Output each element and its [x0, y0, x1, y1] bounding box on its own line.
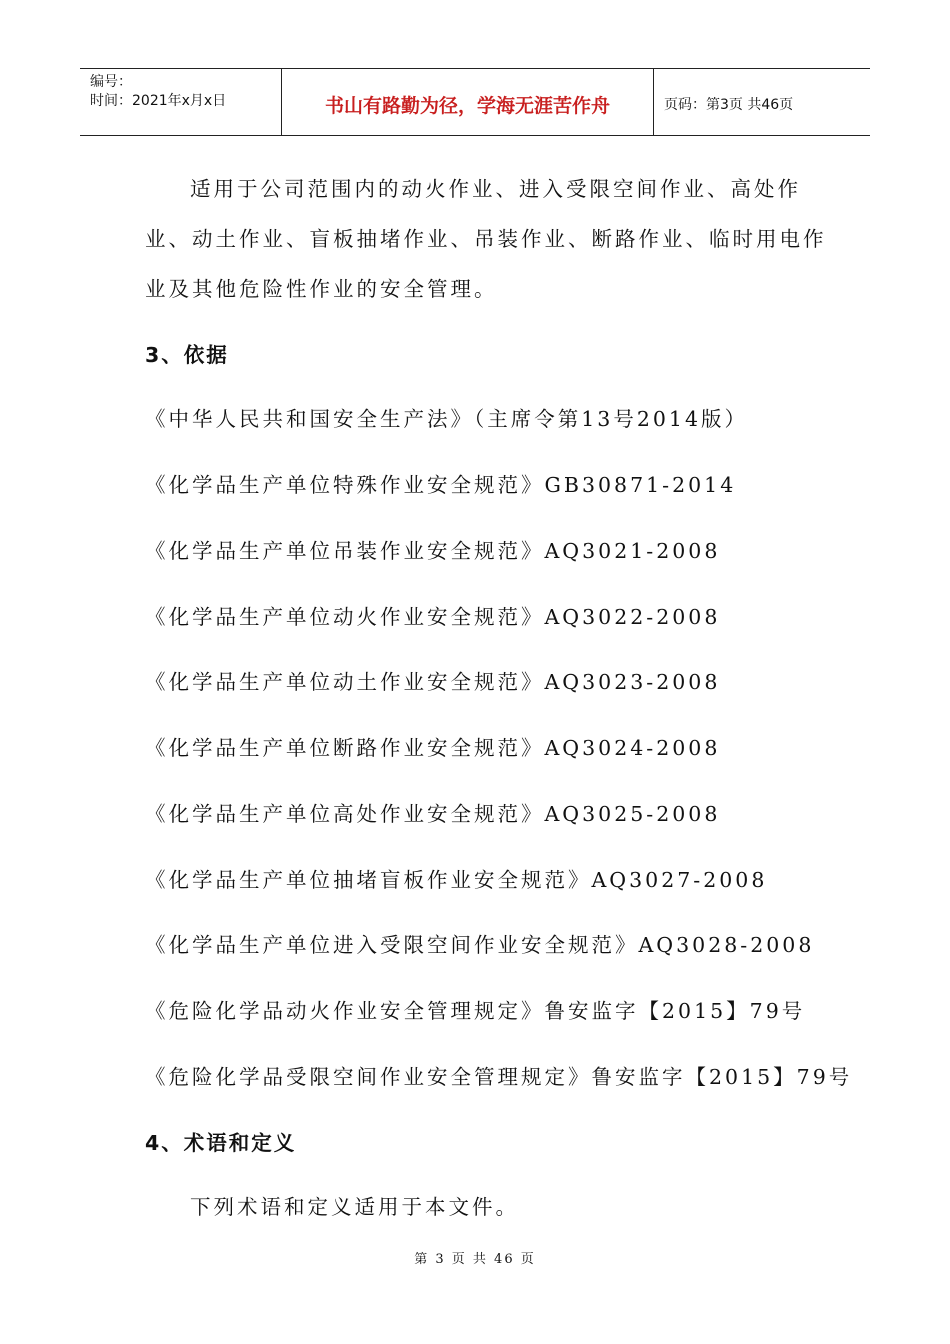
scope-line-1: 适用于公司范围内的动火作业、进入受限空间作业、高处作: [190, 177, 801, 201]
basis-item: 《危险化学品受限空间作业安全管理规定》鲁安监字【2015】79号: [145, 1065, 853, 1089]
basis-item: 《中华人民共和国安全生产法》（主席令第13号2014版）: [145, 407, 749, 431]
document-header: [80, 68, 870, 136]
page-footer: 第 3 页 共 46 页: [414, 1252, 536, 1267]
basis-item: 《化学品生产单位吊装作业安全规范》AQ3021-2008: [145, 539, 721, 563]
scope-line-2: 业、动土作业、盲板抽堵作业、吊装作业、断路作业、临时用电作: [145, 227, 827, 251]
document-number-label: 编号：: [90, 74, 132, 90]
basis-item: 《化学品生产单位高处作业安全规范》AQ3025-2008: [145, 802, 721, 826]
header-motto: 书山有路勤为径，学海无涯苦作舟: [282, 69, 654, 135]
basis-item: 《危险化学品动火作业安全管理规定》鲁安监字【2015】79号: [145, 999, 806, 1023]
scope-line-3: 业及其他危险性作业的安全管理。: [145, 277, 498, 301]
header-page-label: 页码：第3页 共46页: [664, 97, 794, 113]
basis-item: 《化学品生产单位特殊作业安全规范》GB30871-2014: [145, 473, 737, 497]
header-meta-cell: [80, 69, 282, 135]
document-date-label: 时间：2021年x月x日: [90, 93, 227, 109]
basis-item: 《化学品生产单位进入受限空间作业安全规范》AQ3028-2008: [145, 933, 815, 957]
basis-item: 《化学品生产单位断路作业安全规范》AQ3024-2008: [145, 736, 721, 760]
section-heading-basis: 3、依据: [145, 343, 229, 367]
basis-item: 《化学品生产单位动火作业安全规范》AQ3022-2008: [145, 605, 721, 629]
section-heading-terms: 4、术语和定义: [145, 1131, 297, 1155]
terms-intro: 下列术语和定义适用于本文件。: [190, 1195, 519, 1219]
basis-item: 《化学品生产单位动土作业安全规范》AQ3023-2008: [145, 670, 721, 694]
basis-item: 《化学品生产单位抽堵盲板作业安全规范》AQ3027-2008: [145, 868, 768, 892]
